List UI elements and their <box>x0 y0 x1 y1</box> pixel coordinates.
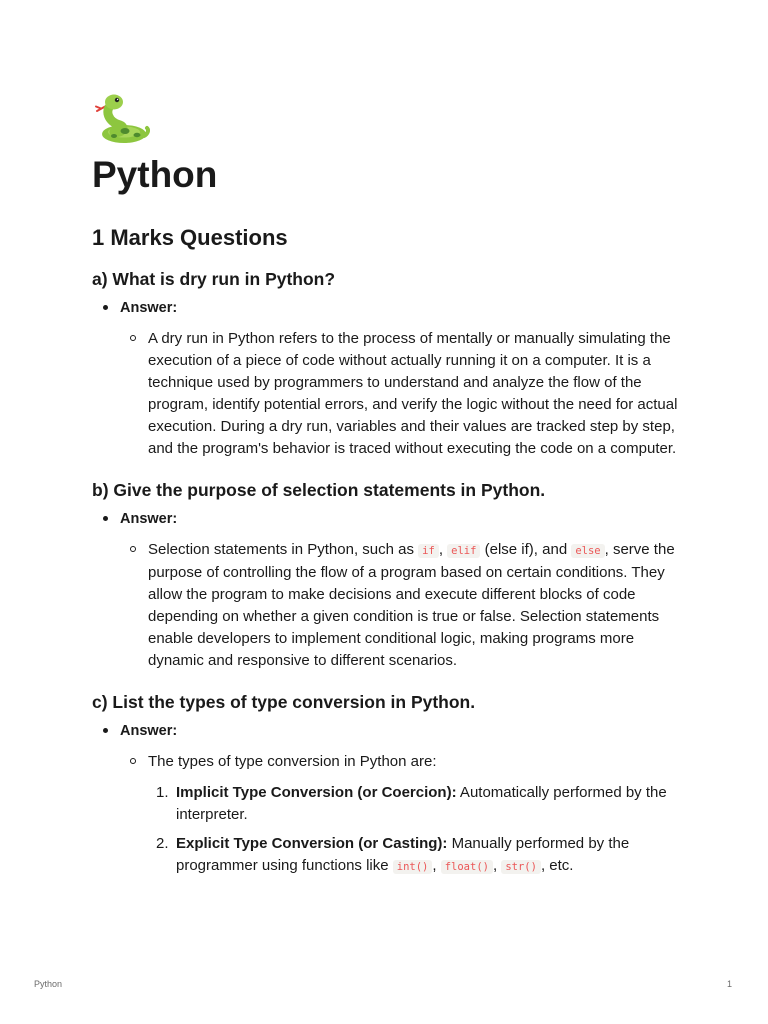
code-if: if <box>418 544 439 558</box>
code-elif: elif <box>447 544 480 558</box>
answer-item <box>92 509 682 672</box>
answer-list <box>92 298 682 460</box>
question-heading: a) What is dry run in Python? <box>92 268 336 289</box>
bullet-circle-icon <box>130 758 136 764</box>
page-number: 1 <box>727 979 733 989</box>
bullet-disc-icon <box>103 305 108 310</box>
term-label: Explicit Type Conversion (or Casting): <box>176 834 448 852</box>
page-content <box>92 92 682 885</box>
question-heading: c) List the types of type conversion in Python. <box>92 691 476 712</box>
text-segment: Automatically performed by the interpreter. <box>176 783 667 823</box>
text-segment: Selection statements in Python, such as <box>148 540 419 558</box>
text-segment: , <box>432 856 441 874</box>
code-float: float() <box>441 860 493 874</box>
answer-label: Answer: <box>120 299 178 316</box>
answer-label: Answer: <box>120 722 178 739</box>
question-b <box>92 480 682 672</box>
code-int: int() <box>393 860 433 874</box>
answer-item <box>92 298 682 460</box>
bullet-circle-icon <box>130 546 136 552</box>
answer-label: Answer: <box>120 510 178 527</box>
list-item-text <box>176 782 682 826</box>
text-segment: (else if), and <box>480 540 572 558</box>
answer-subitem <box>120 539 682 672</box>
text-segment: , etc. <box>540 856 574 874</box>
page-title: Python <box>92 154 218 195</box>
snake-icon <box>92 92 150 146</box>
conversion-types-list <box>148 782 682 878</box>
answer-sublist <box>120 539 682 672</box>
answer-list <box>92 721 682 878</box>
answer-intro: The types of type conversion in Python are: <box>148 752 437 770</box>
list-item <box>148 782 682 826</box>
list-item <box>148 833 682 878</box>
answer-item <box>92 721 682 878</box>
footer-title: Python <box>34 979 63 989</box>
answer-list <box>92 509 682 672</box>
bullet-disc-icon <box>103 516 108 521</box>
list-item-text <box>176 833 682 878</box>
bullet-circle-icon <box>130 335 136 341</box>
answer-sublist <box>120 328 682 460</box>
answer-subitem <box>120 328 682 460</box>
answer-text: A dry run in Python refers to the process of mentally or manually simulating the execution of a piece of code without actually running it on a computer. It is a technique used by programmers to understand and analyze the flow of the program, identify potential errors, and verify the logic without the need for actual execution. During a dry run, variables and their values are tracked step by step, and the program's behavior is traced without executing the code on a computer. <box>148 329 678 457</box>
text-segment: Manually performed by the programmer using functions like <box>176 834 630 874</box>
answer-text <box>148 539 682 672</box>
code-str: str() <box>501 860 541 874</box>
question-c <box>92 692 682 878</box>
text-segment: , serve the purpose of controlling the flow of a program based on certain conditions. They allow the program to make decisions and execute different blocks of code depending on whether a given condition is true or false. Selection statements enable developers to implement conditional logic, making programs more dynamic and responsive to different scenarios. <box>148 540 675 669</box>
question-heading: b) Give the purpose of selection statements in Python. <box>92 479 546 500</box>
code-else: else <box>571 544 604 558</box>
text-segment: , <box>438 540 448 558</box>
list-number: 2. <box>156 834 169 852</box>
bullet-disc-icon <box>103 728 108 733</box>
text-segment: , <box>492 856 502 874</box>
answer-sublist <box>120 751 682 878</box>
answer-subitem <box>120 751 682 878</box>
question-a <box>92 269 682 460</box>
term-label: Implicit Type Conversion (or Coercion): <box>176 783 457 801</box>
list-number: 1. <box>156 783 169 801</box>
section-heading: 1 Marks Questions <box>92 224 288 250</box>
